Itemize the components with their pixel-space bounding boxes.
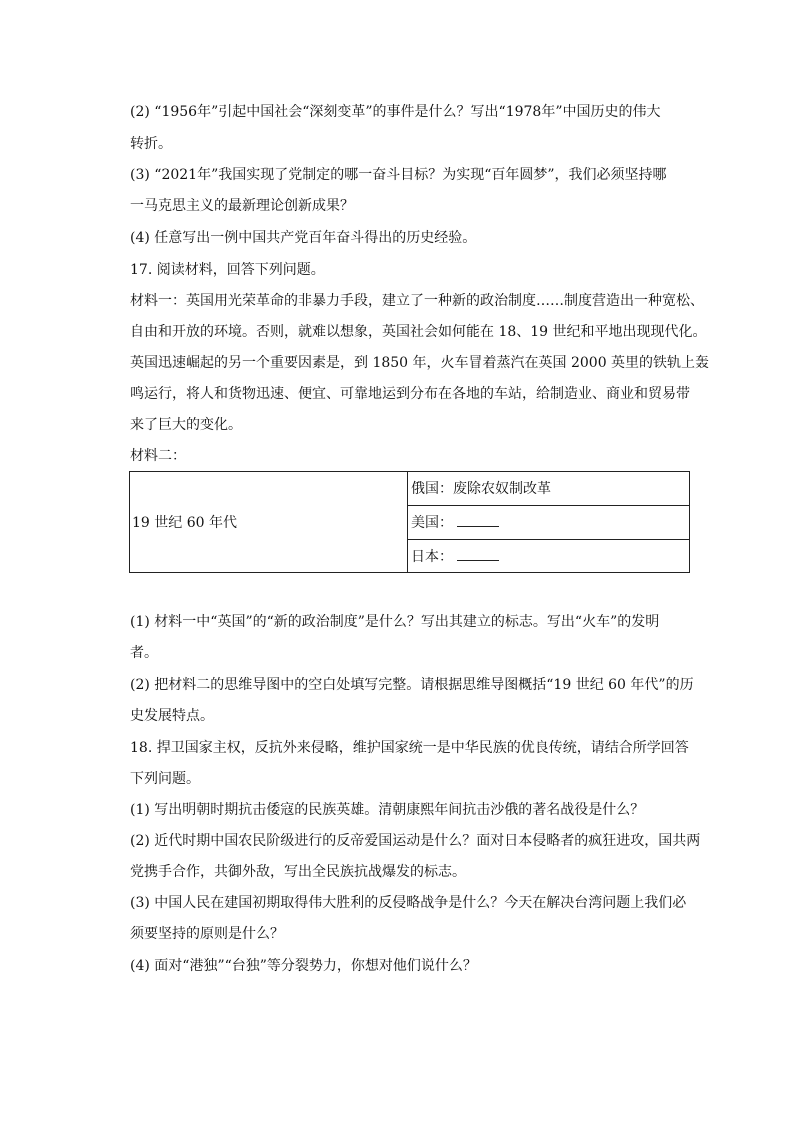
- q17-part1-line1: (1) 材料一中“英国”的“新的政治制度”是什么？写出其建立的标志。写出“火车”的发明: [130, 614, 660, 630]
- q17-part1-line2: 者。: [130, 645, 158, 661]
- q16-part3-line2: 一马克思主义的最新理论创新成果？: [130, 198, 354, 214]
- material1-line4: 鸣运行，将人和货物迅速、便宜、可靠地运到分布在各地的车站，给制造业、商业和贸易带: [130, 386, 690, 402]
- answer-blank: [457, 513, 499, 527]
- q16-part2-line2: 转折。: [130, 136, 172, 152]
- mind-map-row-label: 美国：: [411, 515, 453, 531]
- mind-map-row-label: 日本：: [411, 549, 453, 565]
- q18-part4-line1: (4) 面对“港独”“台独”等分裂势力，你想对他们说什么？: [130, 958, 477, 974]
- material1-line2: 自由和开放的环境。否则，就难以想象，英国社会如何能在 18、19 世纪和平地出现现代化。: [130, 324, 707, 340]
- material1-line5: 来了巨大的变化。: [130, 417, 242, 433]
- mind-map-row-text-with-blank: [411, 547, 499, 567]
- q18-part3-line2: 须要坚持的原则是什么？: [130, 926, 284, 942]
- material1-line1: 材料一：英国用光荣革命的非暴力手段，建立了一种新的政治制度……制度营造出一种宽松、: [130, 293, 704, 309]
- mind-map-table: [129, 471, 690, 573]
- mind-map-row-usa: [408, 506, 690, 540]
- period-label: 19 世纪 60 年代: [132, 515, 237, 531]
- mind-map-row-japan: [408, 540, 690, 572]
- q17-heading: 17. 阅读材料，回答下列问题。: [130, 262, 325, 278]
- period-cell: [130, 472, 408, 572]
- q18-line1: 18. 捍卫国家主权，反抗外来侵略，维护国家统一是中华民族的优良传统，请结合所学回答: [130, 740, 689, 756]
- q18-part1-line1: (1) 写出明朝时期抗击倭寇的民族英雄。清朝康熙年间抗击沙俄的著名战役是什么？: [130, 802, 645, 818]
- q16-part4-line1: (4) 任意写出一例中国共产党百年奋斗得出的历史经验。: [130, 230, 477, 246]
- q18-part3-line1: (3) 中国人民在建国初期取得伟大胜利的反侵略战争是什么？今天在解决台湾问题上我们必: [130, 895, 687, 911]
- material1-line3: 英国迅速崛起的另一个重要因素是，到 1850 年，火车冒着蒸汽在英国 2000 英里的铁轨上轰: [130, 355, 710, 371]
- q16-part2-line1: (2) “1956年”引起中国社会“深刻变革”的事件是什么？写出“1978年”中国历史的伟大: [130, 104, 661, 120]
- mind-map-row-text-with-blank: [411, 513, 499, 533]
- q18-part2-line1: (2) 近代时期中国农民阶级进行的反帝爱国运动是什么？面对日本侵略者的疯狂进攻，国共两: [130, 833, 701, 849]
- q17-part2-line2: 史发展特点。: [130, 708, 214, 724]
- answer-blank: [457, 547, 499, 561]
- q18-part2-line2: 党携手合作，共御外敌，写出全民族抗战爆发的标志。: [130, 864, 466, 880]
- mind-map-row-russia: [408, 472, 690, 506]
- q18-line2: 下列问题。: [130, 771, 200, 787]
- q17-part2-line1: (2) 把材料二的思维导图中的空白处填写完整。请根据思维导图概括“19 世纪 60 年代”的历: [130, 677, 694, 693]
- material2-label: 材料二：: [130, 448, 186, 464]
- q16-part3-line1: (3) “2021年”我国实现了党制定的哪一奋斗目标？为实现“百年圆梦”，我们必须坚持哪: [130, 167, 667, 183]
- mind-map-row-text: 俄国：废除农奴制改革: [411, 481, 551, 497]
